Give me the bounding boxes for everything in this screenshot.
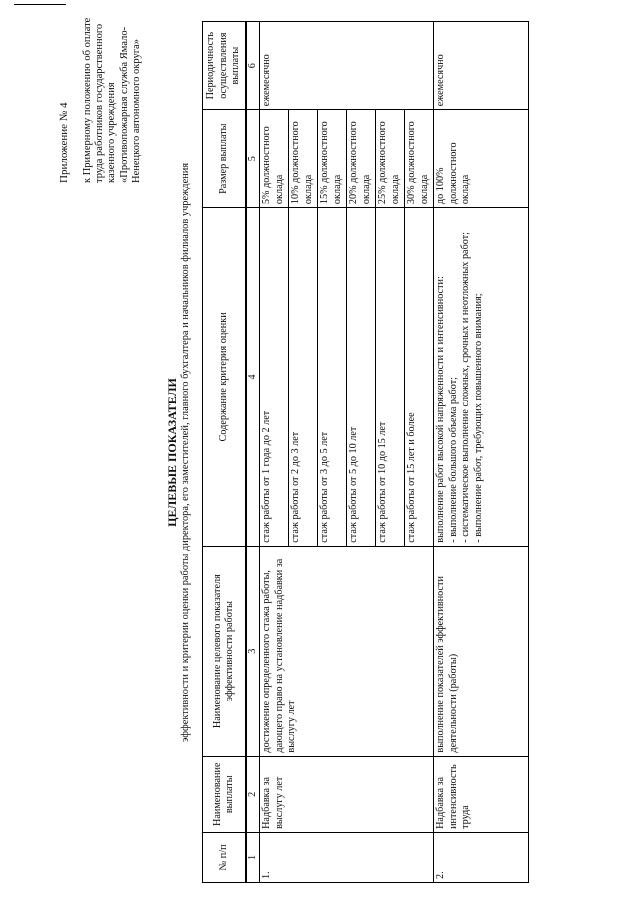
row-number: 1. xyxy=(260,832,434,882)
document-subtitle: эффективности и критерии оценки работы директора, его заместителей, главного бухгалтера и начальников филиалов учреждения xyxy=(180,162,191,743)
header-payment-name: Наименование выплаты xyxy=(203,756,247,832)
criterion-text xyxy=(434,208,529,547)
criterion-text: стаж работы от 1 года до 2 лет xyxy=(260,208,289,547)
criterion-text: стаж работы от 15 лет и более xyxy=(405,208,434,547)
payment-size: до 100% должностного оклада xyxy=(434,110,529,208)
criterion-text: стаж работы от 3 до 5 лет xyxy=(318,208,347,547)
appendix-prelude: к Примерному положению об оплате труда работников государственного казенного учреждения «Противопожарная служба Ямало-Ненецкого автономного округа» xyxy=(82,17,142,183)
periodicity: ежемесячно xyxy=(434,22,529,110)
periodicity: ежемесячно xyxy=(260,22,434,110)
criterion-line: - систематическое выполнение сложных, срочных и неотложных работ; xyxy=(460,232,471,543)
payment-size: 5% должностного оклада xyxy=(260,110,289,208)
criterion-line: - выполнение работ, требующих повышенного внимания; xyxy=(472,293,484,543)
header-periodicity: Периодичность осуществления выплаты xyxy=(203,22,247,110)
criterion-line: выполнение работ высокой напряженности и интенсивности: xyxy=(435,276,446,543)
header-indicator: Наименование целевого показателя эффективности работы xyxy=(203,546,247,756)
indicators-table xyxy=(202,21,529,883)
column-number-row xyxy=(246,22,260,883)
column-number: 3 xyxy=(246,546,260,756)
column-number: 2 xyxy=(246,756,260,832)
column-number: 6 xyxy=(246,22,260,110)
payment-name: Надбавка за выслугу лет xyxy=(260,756,434,832)
document-title: ЦЕЛЕВЫЕ ПОКАЗАТЕЛИ xyxy=(165,378,179,527)
column-number: 4 xyxy=(246,208,260,547)
table-row xyxy=(434,22,529,883)
criterion-text: стаж работы от 10 до 15 лет xyxy=(376,208,405,547)
criterion-text: стаж работы от 5 до 10 лет xyxy=(347,208,376,547)
payment-size: 30% должностного оклада xyxy=(405,110,434,208)
table-row xyxy=(260,22,289,883)
indicator-name: достижение определенного стажа работы, дающего право на установление надбавки за выслугу лет xyxy=(260,546,434,756)
column-number: 1 xyxy=(246,832,260,882)
payment-size: 20% должностного оклада xyxy=(347,110,376,208)
column-number: 5 xyxy=(246,110,260,208)
table-header-row xyxy=(203,22,247,883)
header-number: № п/п xyxy=(203,832,247,882)
header-payment-size: Размер выплаты xyxy=(203,110,247,208)
header-criteria: Содержание критерия оценки xyxy=(203,208,247,547)
payment-name: Надбавка за интенсивность труда xyxy=(434,756,529,832)
criterion-line: - выполнение большого объема работ; xyxy=(447,377,459,543)
criterion-text: стаж работы от 2 до 3 лет xyxy=(289,208,318,547)
indicator-name: выполнение показателей эффективности деятельности (работы) xyxy=(434,546,529,756)
payment-size: 25% должностного оклада xyxy=(376,110,405,208)
appendix-number: Приложение № 4 xyxy=(58,102,70,183)
payment-size: 15% должностного оклада xyxy=(318,110,347,208)
payment-size: 10% должностного оклада xyxy=(289,110,318,208)
row-number: 2. xyxy=(434,832,529,882)
